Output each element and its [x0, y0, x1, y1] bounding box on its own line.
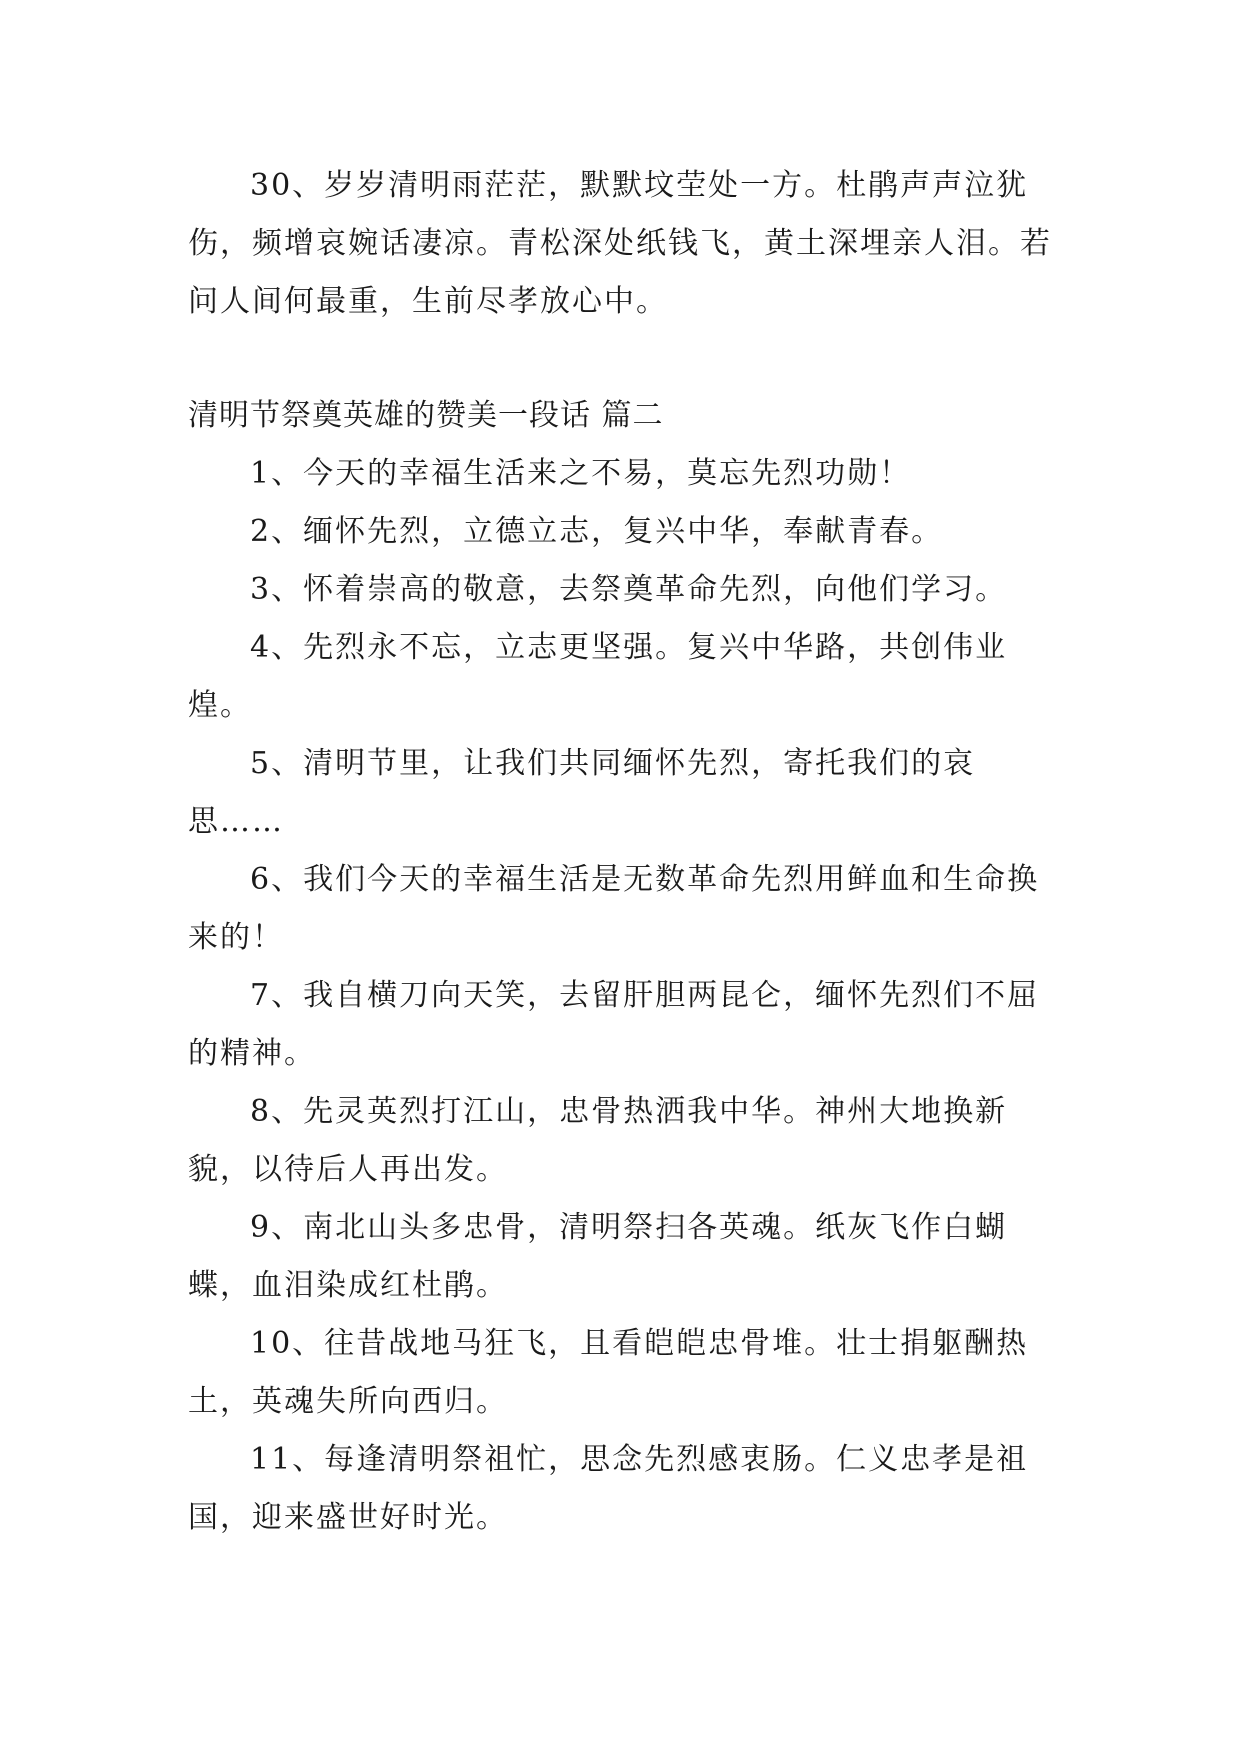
list-item: 7、我自横刀向天笑，去留肝胆两昆仑，缅怀先烈们不屈的精神。 — [188, 978, 1040, 1071]
intro-block — [188, 157, 1058, 331]
list-item: 3、怀着崇高的敬意，去祭奠革命先烈，向他们学习。 — [250, 572, 1008, 607]
list-item: 9、南北山头多忠骨，清明祭扫各英魂。纸灰飞作白蝴蝶，血泪染成红杜鹃。 — [188, 1210, 1008, 1303]
list-item: 11、每逢清明祭祖忙，思念先烈感衷肠。仁义忠孝是祖国，迎来盛世好时光。 — [188, 1442, 1029, 1535]
section-title: 清明节祭奠英雄的赞美一段话 篇二 — [188, 398, 664, 433]
list-item: 8、先灵英烈打江山，忠骨热洒我中华。神州大地换新貌，以待后人再出发。 — [188, 1094, 1008, 1187]
list-item: 10、往昔战地马狂飞，且看皑皑忠骨堆。壮士捐躯酬热土，英魂失所向西归。 — [188, 1326, 1029, 1419]
intro-paragraph: 30、岁岁清明雨茫茫，默默坟茔处一方。杜鹃声声泣犹伤，频增哀婉话凄凉。青松深处纸钱飞，黄土深埋亲人泪。若问人间何最重，生前尽孝放心中。 — [188, 168, 1052, 319]
list-item: 5、清明节里，让我们共同缅怀先烈，寄托我们的哀思…… — [188, 746, 976, 839]
list-item: 6、我们今天的幸福生活是无数革命先烈用鲜血和生命换来的！ — [188, 862, 1040, 955]
list-item: 2、缅怀先烈，立德立志，复兴中华，奉献青春。 — [250, 514, 944, 549]
list-item: 1、今天的幸福生活来之不易，莫忘先烈功勋！ — [250, 456, 912, 491]
section-block — [188, 387, 1058, 1547]
list-item: 4、先烈永不忘，立志更坚强。复兴中华路，共创伟业煌。 — [188, 630, 1008, 723]
